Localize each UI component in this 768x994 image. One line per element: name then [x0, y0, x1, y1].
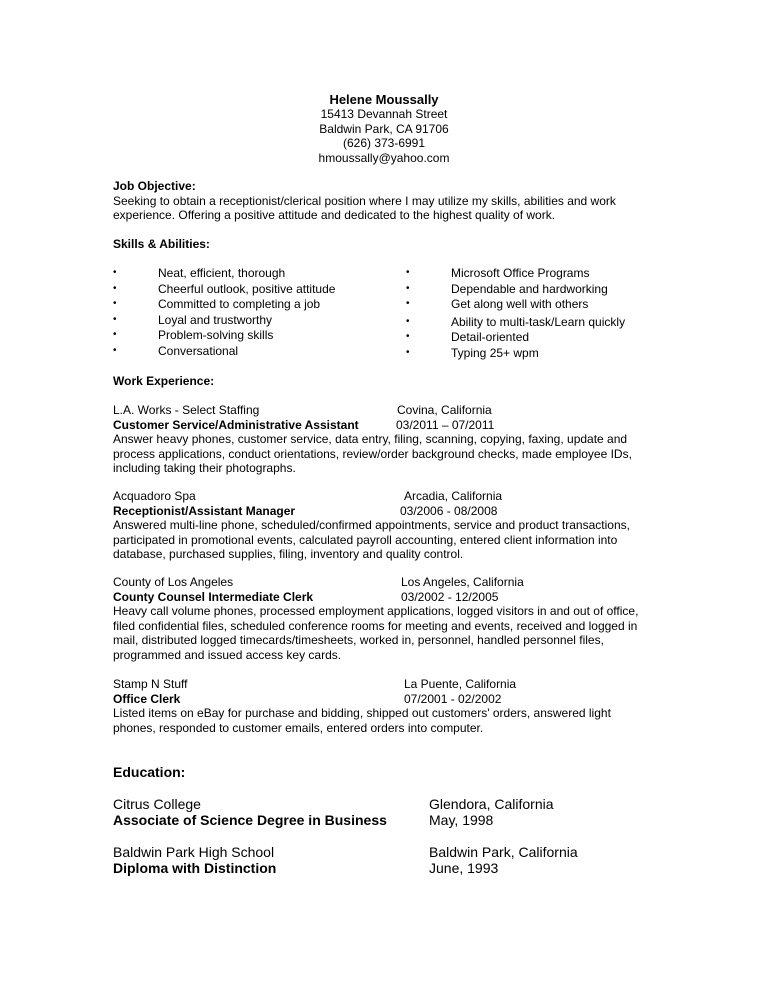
list-item [406, 346, 696, 362]
job-entry [113, 489, 658, 562]
school-name: Baldwin Park High School [113, 844, 275, 860]
objective-heading: Job Objective: [113, 179, 196, 193]
bullet-icon: • [406, 267, 410, 278]
job-title-row [113, 418, 658, 433]
job-title-row [113, 692, 658, 707]
job-location: Los Angeles, California [401, 575, 524, 589]
degree-name: Associate of Science Degree in Business [113, 812, 387, 828]
street-address: 15413 Devannah Street [320, 107, 448, 121]
job-description-line: including taking their photographs. [113, 461, 296, 475]
job-title: Customer Service/Administrative Assistant [113, 417, 359, 432]
skills-column-right [406, 266, 696, 361]
work-experience-heading: Work Experience: [113, 374, 215, 388]
list-item [406, 282, 696, 298]
education-entry [113, 844, 673, 876]
email-address: hmoussally@yahoo.com [318, 150, 450, 165]
list-item [113, 328, 403, 344]
list-item [113, 313, 403, 329]
list-item [113, 297, 403, 313]
job-employer-row [113, 677, 658, 692]
job-employer-row [113, 575, 658, 590]
objective-line-1: Seeking to obtain a receptionist/clerical position where I may utilize my skills, abilities and work [113, 193, 616, 208]
list-item [406, 313, 696, 331]
job-description-line: phones, responded to customer emails, entered orders into computer. [113, 720, 484, 735]
bullet-icon: • [406, 298, 410, 309]
job-title: Office Clerk [113, 691, 181, 706]
list-item [406, 330, 696, 346]
skill-label: Problem-solving skills [158, 328, 274, 342]
city-state-zip: Baldwin Park, CA 91706 [319, 121, 449, 136]
skill-label: Cheerful outlook, positive attitude [158, 281, 336, 296]
bullet-icon: • [113, 344, 117, 356]
skill-label: Detail-oriented [451, 330, 530, 344]
education-degree-row [113, 860, 673, 876]
school-location: Glendora, California [429, 796, 554, 812]
job-employer: Stamp N Stuff [113, 677, 188, 691]
job-description-line: mail, distributed logged timecards/timesheets, worked in, personnel, handled personnel files, [113, 633, 604, 647]
objective-line-2: experience. Offering a positive attitude and dedicated to the highest quality of work. [113, 208, 556, 222]
bullet-icon: • [113, 282, 117, 294]
list-item [113, 282, 403, 298]
phone-number: (626) 373-6991 [342, 136, 426, 150]
job-location: La Puente, California [404, 677, 517, 691]
bullet-icon: • [113, 267, 117, 278]
job-location: Arcadia, California [404, 489, 503, 503]
skill-label: Loyal and trustworthy [158, 312, 273, 327]
applicant-name: Helene Moussally [329, 92, 439, 107]
skill-label: Committed to completing a job [158, 297, 321, 311]
bullet-icon: • [406, 282, 410, 294]
job-employer: L.A. Works - Select Staffing [113, 403, 260, 417]
job-description-line: Heavy call volume phones, processed employment applications, logged visitors in and out of office, [113, 604, 639, 618]
objective-section [113, 179, 658, 223]
skill-label: Typing 25+ wpm [451, 345, 539, 360]
bullet-icon: • [406, 346, 410, 358]
education-entry [113, 796, 673, 828]
list-item [406, 297, 696, 313]
skills-heading: Skills & Abilities: [113, 237, 210, 251]
skill-label: Microsoft Office Programs [451, 266, 590, 280]
education-heading: Education: [113, 764, 186, 780]
skill-label: Ability to multi-task/Learn quickly [451, 314, 626, 329]
skill-label: Dependable and hardworking [451, 281, 608, 296]
bullet-icon: • [113, 298, 117, 309]
job-description-line: participated in promotional events, calculated payroll accounting, entered client information into [113, 532, 618, 547]
resume-header [0, 92, 768, 165]
job-description-line: filed confidential files, scheduled conference rooms for meeting and events, received and logged in [113, 618, 638, 633]
degree-date: May, 1998 [429, 812, 494, 828]
job-title-row [113, 504, 658, 519]
degree-date: June, 1993 [429, 860, 499, 876]
job-description-line: database, purchased supplies, filing, inventory and quality control. [113, 547, 464, 561]
job-entry [113, 403, 658, 476]
job-entry [113, 677, 658, 735]
bullet-icon: • [406, 331, 410, 342]
school-location: Baldwin Park, California [429, 844, 578, 860]
skills-column-left [113, 266, 403, 359]
job-employer: Acquadoro Spa [113, 489, 196, 503]
list-item [406, 266, 696, 282]
job-dates: 07/2001 - 02/2002 [404, 691, 502, 706]
skill-label: Neat, efficient, thorough [158, 266, 286, 280]
job-dates: 03/2006 - 08/2008 [400, 503, 498, 518]
list-item [113, 266, 403, 282]
job-employer: County of Los Angeles [113, 575, 234, 589]
job-description-line: Listed items on eBay for purchase and bidding, shipped out customers' orders, answered light [113, 706, 611, 720]
job-title: Receptionist/Assistant Manager [113, 503, 296, 518]
bullet-icon: • [406, 315, 410, 327]
bullet-icon: • [113, 313, 117, 325]
job-title: County Counsel Intermediate Clerk [113, 589, 314, 604]
job-dates: 03/2002 - 12/2005 [401, 589, 499, 604]
job-dates: 03/2011 – 07/2011 [396, 417, 495, 432]
job-title-row [113, 590, 658, 605]
job-employer-row [113, 403, 658, 418]
job-description-line: Answered multi-line phone, scheduled/confirmed appointments, service and product transactions, [113, 518, 630, 532]
skill-label: Conversational [158, 343, 239, 358]
skill-label: Get along well with others [451, 297, 589, 311]
list-item [113, 344, 403, 360]
job-entry [113, 575, 658, 662]
job-description-line: programmed and issued access key cards. [113, 647, 342, 662]
school-name: Citrus College [113, 796, 201, 812]
job-description-line: Answer heavy phones, customer service, data entry, filing, scanning, copying, faxing, update and [113, 432, 628, 446]
degree-name: Diploma with Distinction [113, 860, 277, 876]
job-employer-row [113, 489, 658, 504]
education-school-row [113, 796, 673, 812]
education-degree-row [113, 812, 673, 828]
job-description-line: process applications, conduct orientations, review/order background checks, made employee IDs, [113, 446, 632, 461]
bullet-icon: • [113, 329, 117, 340]
job-location: Covina, California [397, 403, 492, 417]
education-school-row [113, 844, 673, 860]
